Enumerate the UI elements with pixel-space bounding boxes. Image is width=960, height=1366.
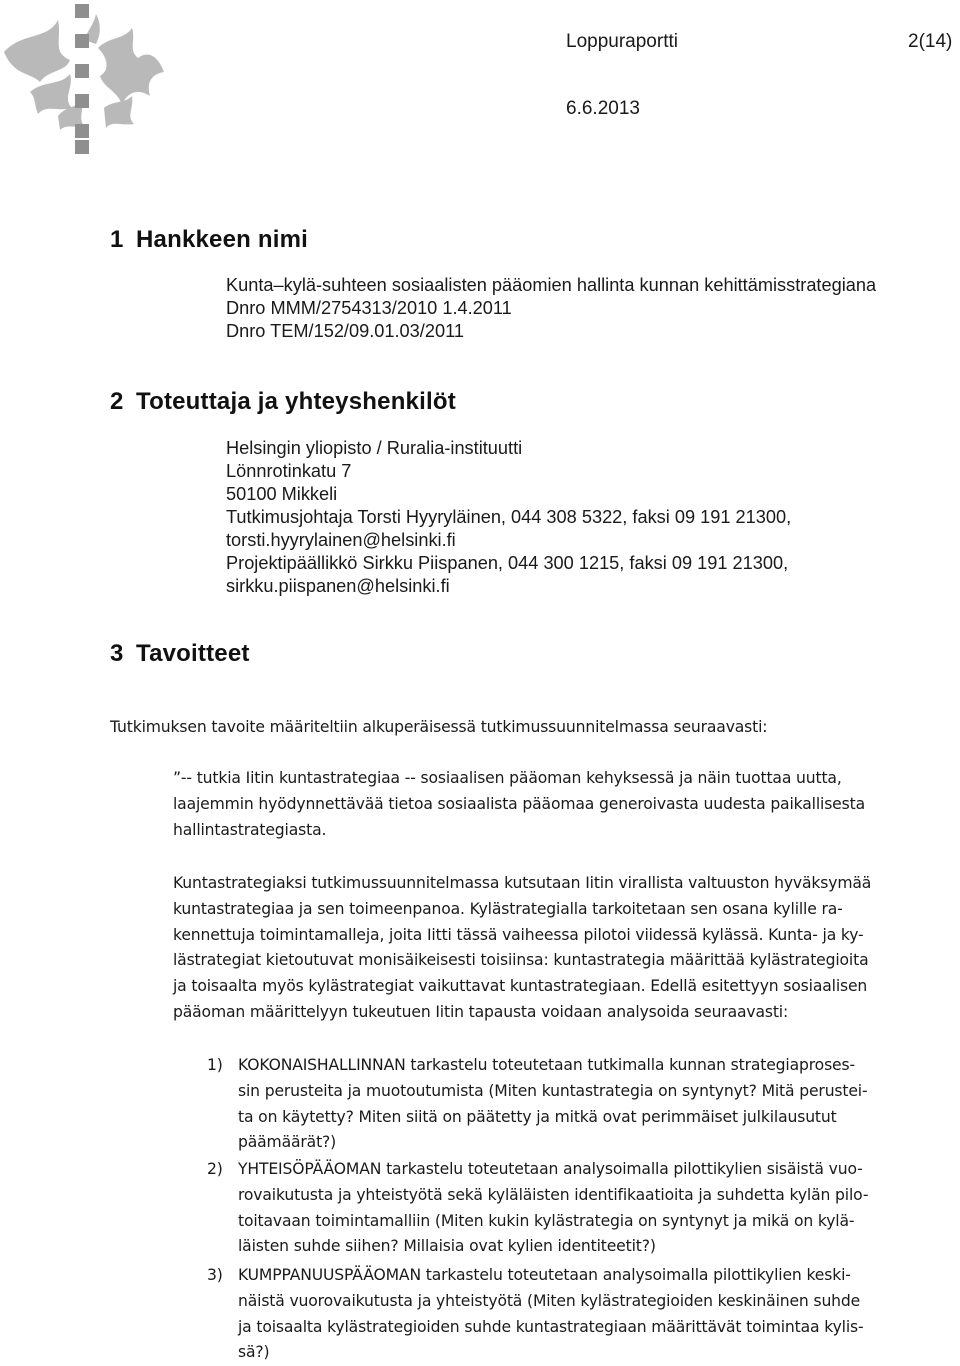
list-item-line: rovaikutusta ja yhteistyötä sekä kyläläisten identifikaatioita ja suhdetta kylän pilo- xyxy=(238,1185,869,1204)
project-dnro-line: Dnro MMM/2754313/2010 1.4.2011 xyxy=(226,298,512,318)
section-number: 2 xyxy=(110,388,124,415)
contact-email: sirkku.piispanen@helsinki.fi xyxy=(226,576,450,596)
paragraph-line: Kuntastrategiaksi tutkimussuunnitelmassa kutsutaan Iitin virallista valtuuston hyväksymää xyxy=(173,874,872,892)
university-logo-icon xyxy=(0,0,175,160)
list-item-line: läisten suhde siihen? Millaisia ovat kylien identiteetit?) xyxy=(238,1237,656,1256)
section-number: 3 xyxy=(110,640,124,667)
page-number: 2(14) xyxy=(908,31,953,52)
section-3-heading xyxy=(110,640,250,668)
contacts-block xyxy=(226,437,791,598)
paragraph-line: lästrategiat kietoutuvat monisäikeisesti toisiinsa: kuntastrategia määrittää kylästrategioita xyxy=(173,951,869,970)
quote-line: laajemmin hyödynnettävää tietoa sosiaalista pääomaa generoivasta uudesta paikallisesta xyxy=(173,794,865,813)
list-marker: 1) xyxy=(207,1056,223,1074)
contact-email: torsti.hyyrylainen@helsinki.fi xyxy=(226,530,456,550)
contact-line: Tutkimusjohtaja Torsti Hyyryläinen, 044 308 5322, faksi 09 191 21300, xyxy=(226,507,792,527)
project-dnro-line: Dnro TEM/152/09.01.03/2011 xyxy=(226,321,464,341)
section-2-heading xyxy=(110,388,456,416)
project-name-line: Kunta–kylä-suhteen sosiaalisten pääomien hallinta kunnan kehittämisstrategiana xyxy=(226,275,877,295)
section-1-heading xyxy=(110,226,308,254)
contact-line: Lönnrotinkatu 7 xyxy=(226,461,352,481)
section-number: 1 xyxy=(110,226,124,253)
section-title: Toteuttaja ja yhteyshenkilöt xyxy=(136,388,456,415)
section-title: Hankkeen nimi xyxy=(136,226,308,253)
report-title: Loppuraportti xyxy=(566,31,678,52)
list-marker: 2) xyxy=(207,1160,223,1178)
paragraph-line: ja toisaalta myös kylästrategiat vaikuttavat kuntastrategiaan. Edellä esitettyyn sosiaalisen xyxy=(173,977,868,996)
list-item-line: sä?) xyxy=(238,1343,270,1362)
list-item-line: näistä vuorovaikutusta ja yhteistyötä (Miten kylästrategioiden keskinäinen suhde xyxy=(238,1291,861,1310)
contact-line: Projektipäällikkö Sirkku Piispanen, 044 300 1215, faksi 09 191 21300, xyxy=(226,553,789,573)
list-item-line: YHTEISÖPÄÄOMAN tarkastelu toteutetaan analysoimalla pilottikylien sisäistä vuo- xyxy=(238,1160,863,1178)
strategy-paragraph xyxy=(173,871,871,1026)
contact-line: 50100 Mikkeli xyxy=(226,484,338,504)
report-date: 6.6.2013 xyxy=(566,98,640,119)
paragraph-line: pääoman määrittelyyn tukeutuen Iitin tapausta voidaan analysoida seuraavasti: xyxy=(173,1002,789,1021)
paragraph-line: kuntastrategiaa ja sen toimeenpanoa. Kylästrategialla tarkoitetaan sen osana kylille ra- xyxy=(173,899,843,918)
list-item-line: ta on käytetty? Miten siitä on päätetty ja mitkä ovat perimmäiset julkilausutut xyxy=(238,1107,837,1126)
list-item-line: ja toisaalta kylästrategioiden suhde kuntastrategiaan määrittävät toimintaa kylis- xyxy=(238,1317,864,1336)
project-name-block xyxy=(226,274,876,343)
list-item-line: sin perusteita ja muotoutumista (Miten kuntastrategia on syntynyt? Mitä perustei- xyxy=(238,1081,868,1100)
section-title: Tavoitteet xyxy=(136,640,250,667)
contact-line: Helsingin yliopisto / Ruralia-instituutti xyxy=(226,438,523,458)
list-item-line: päämäärät?) xyxy=(238,1133,337,1152)
list-item-line: KUMPPANUUSPÄÄOMAN tarkastelu toteutetaan analysoimalla pilottikylien keski- xyxy=(238,1266,851,1284)
quote-block xyxy=(173,766,865,843)
quote-line: hallintastrategiasta. xyxy=(173,820,327,839)
list-item-line: KOKONAISHALLINNAN tarkastelu toteutetaan tutkimalla kunnan strategiaproses- xyxy=(238,1056,855,1074)
list-item-line: toitavaan toimintamalliin (Miten kukin kylästrategia on syntynyt ja mikä on kylä- xyxy=(238,1211,855,1230)
quote-line: ”-- tutkia Iitin kuntastrategiaa -- sosiaalisen pääoman kehyksessä ja näin tuottaa uutta, xyxy=(173,769,842,787)
paragraph-line: kennettuja toimintamalleja, joita Iitti tässä vaiheessa pilotoi viidessä kylässä. Kunta- ja ky- xyxy=(173,925,864,944)
list-marker: 3) xyxy=(207,1266,223,1284)
intro-paragraph: Tutkimuksen tavoite määriteltiin alkuperäisessä tutkimussuunnitelmassa seuraavasti: xyxy=(110,718,768,736)
